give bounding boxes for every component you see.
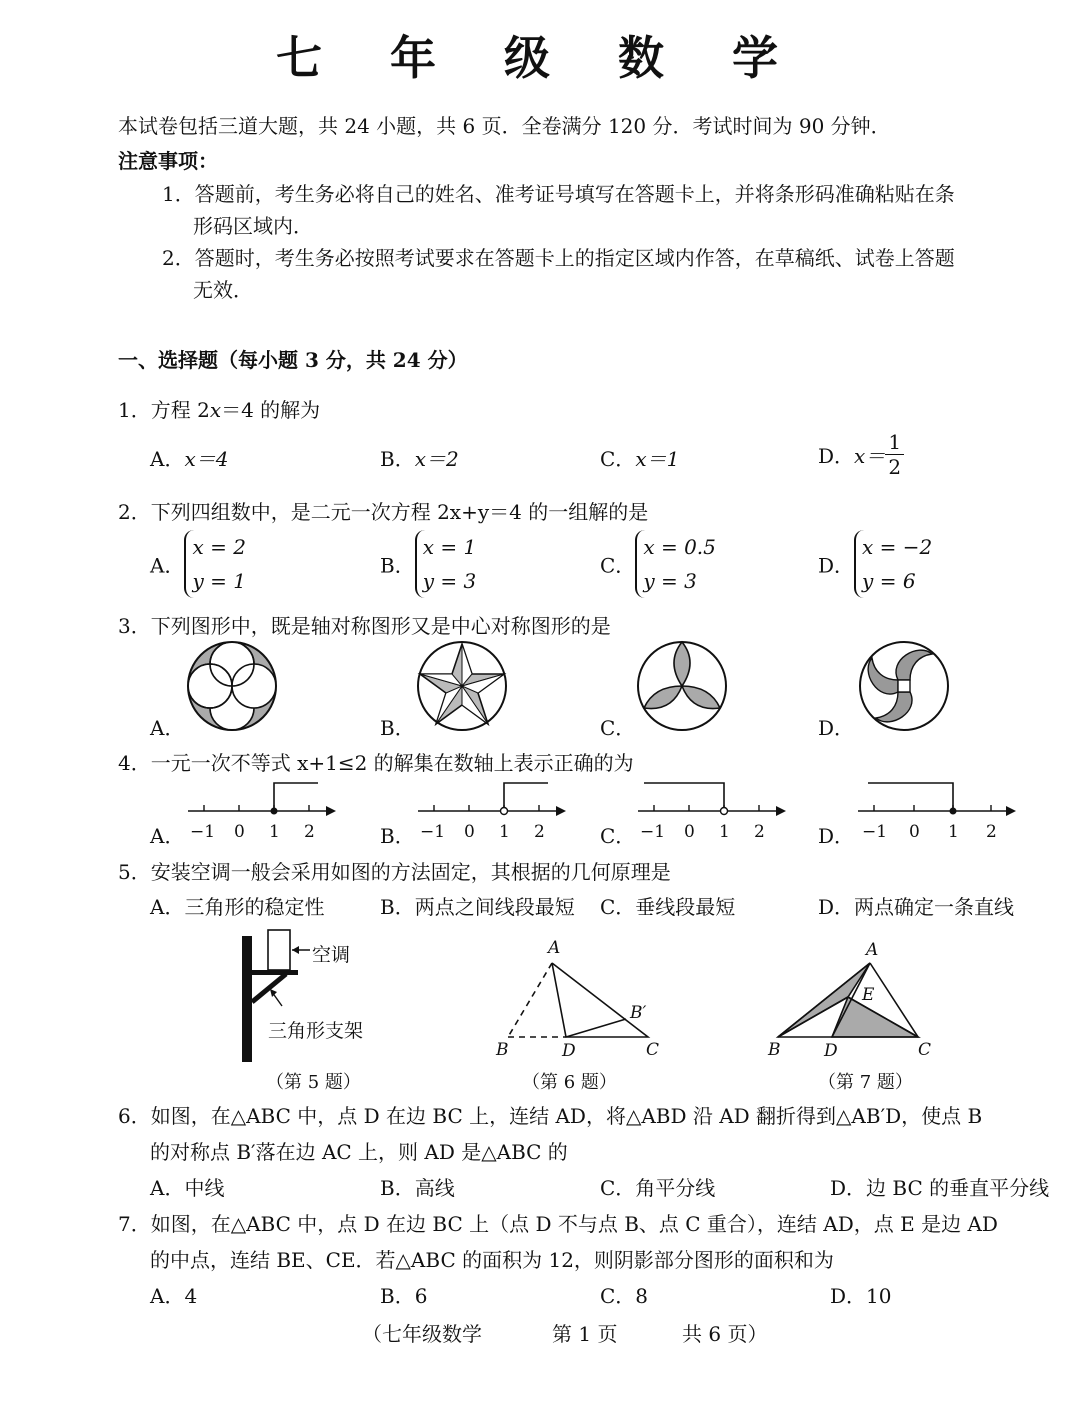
triangle-shaded-figure-7 xyxy=(770,955,930,1045)
figure-7-caption: （第 7 题） xyxy=(818,1072,913,1093)
notice-item-1-cont: 形码区域内． xyxy=(193,214,313,238)
q4-label-d: D． xyxy=(818,824,855,848)
q6-option-c: C．角平分线 xyxy=(600,1176,716,1200)
exam-intro: 本试卷包括三道大题，共 24 小题，共 6 页．全卷满分 120 分．考试时间为 90 分钟． xyxy=(118,114,891,138)
circle-three-petals-figure xyxy=(636,640,728,732)
q2-option-c: C．x = 0.5 y = 3 xyxy=(600,530,716,598)
q5-option-c: C．垂线段最短 xyxy=(600,895,736,919)
q3-label-a: A． xyxy=(150,716,185,740)
circle-swirl-square-figure xyxy=(858,640,950,732)
q5-option-a: A．三角形的稳定性 xyxy=(150,895,325,919)
q5-option-b: B．两点之间线段最短 xyxy=(380,895,575,919)
circle-four-petals-figure xyxy=(186,640,278,732)
point-label-a: A xyxy=(548,938,561,958)
equation-system: x = 0.5 y = 3 xyxy=(635,530,716,598)
q4-stem: 4．一元一次不等式 x+1≤2 的解集在数轴上表示正确的为 xyxy=(118,751,634,775)
q3-label-d: D． xyxy=(818,716,855,740)
q4-label-a: A． xyxy=(150,824,185,848)
point-label-b: B xyxy=(496,1040,509,1060)
circle-star-figure xyxy=(416,640,508,732)
q4-label-b: B． xyxy=(380,824,415,848)
q7-option-d: D．10 xyxy=(830,1284,892,1308)
fraction-one-half: $\frac{1}{2}$ xyxy=(885,430,904,479)
q6-stem: 6．如图，在△ABC 中，点 D 在边 BC 上，连结 AD，将△ABD 沿 AD 翻折得到△AB′D，使点 B xyxy=(118,1104,983,1128)
tick-label: 1 xyxy=(269,822,280,842)
tick-label: 2 xyxy=(304,822,315,842)
tick-label: −1 xyxy=(640,822,666,842)
q4-label-c: C． xyxy=(600,824,636,848)
q1-option-c: C．x＝1 xyxy=(600,447,680,471)
point-label-b-prime: B′ xyxy=(630,1003,647,1023)
q1-option-a: A．x＝4 xyxy=(150,447,229,471)
tick-label: 0 xyxy=(464,822,475,842)
footer-page-number: 第 1 页 xyxy=(552,1322,618,1346)
tick-label: 0 xyxy=(684,822,695,842)
tick-label: 2 xyxy=(754,822,765,842)
equation-system: x = 2 y = 1 xyxy=(184,530,246,598)
q7-option-a: A．4 xyxy=(150,1284,198,1308)
q2-option-a: A．x = 2 y = 1 xyxy=(150,530,246,598)
q3-label-b: B． xyxy=(380,716,415,740)
q6-option-b: B．高线 xyxy=(380,1176,455,1200)
triangle-fold-figure-6 xyxy=(500,955,660,1045)
q7-option-c: C．8 xyxy=(600,1284,649,1308)
point-label-d: D xyxy=(562,1041,576,1061)
q2-stem: 2．下列四组数中，是二元一次方程 2x+y＝4 的一组解的是 xyxy=(118,500,649,524)
notice-heading: 注意事项： xyxy=(118,149,218,173)
notice-item-1: 1．答题前，考生务必将自己的姓名、准考证号填写在答题卡上，并将条形码准确粘贴在条 xyxy=(162,182,955,206)
tick-label: −1 xyxy=(420,822,446,842)
q3-stem: 3．下列图形中，既是轴对称图形又是中心对称图形的是 xyxy=(118,614,611,638)
section-heading: 一、选择题（每小题 3 分，共 24 分） xyxy=(118,348,468,372)
q7-stem-cont: 的中点，连结 BE、CE．若△ABC 的面积为 12，则阴影部分图形的面积和为 xyxy=(150,1248,834,1272)
q1-option-d: D．x＝ $\frac{1}{2}$ xyxy=(818,430,904,479)
tick-label: 2 xyxy=(986,822,997,842)
point-label-d: D xyxy=(824,1041,838,1061)
figure-5-caption: （第 5 题） xyxy=(266,1072,361,1093)
tick-label: 0 xyxy=(234,822,245,842)
notice-item-2-cont: 无效． xyxy=(193,278,253,302)
tick-label: 2 xyxy=(534,822,545,842)
point-label-a: A xyxy=(866,940,879,960)
point-label-c: C xyxy=(918,1040,932,1060)
q2-option-d: D．x = −2 y = 6 xyxy=(818,530,932,598)
air-conditioner-label: 空调 xyxy=(312,944,351,966)
tick-label: −1 xyxy=(862,822,888,842)
q5-option-d: D．两点确定一条直线 xyxy=(818,895,1015,919)
notice-item-2: 2．答题时，考生务必按照考试要求在答题卡上的指定区域内作答，在草稿纸、试卷上答题 xyxy=(162,246,955,270)
footer-subject: （七年级数学 xyxy=(362,1322,482,1346)
figure-6-caption: （第 6 题） xyxy=(522,1072,617,1093)
tick-label: −1 xyxy=(190,822,216,842)
q2-option-b: B．x = 1 y = 3 xyxy=(380,530,476,598)
q1-stem: 1．方程 2x＝4 的解为 xyxy=(118,398,321,422)
q6-option-a: A．中线 xyxy=(150,1176,225,1200)
air-conditioner-bracket-figure xyxy=(236,930,376,1066)
page-title: 七 年 级 数 学 xyxy=(275,31,805,85)
tick-label: 1 xyxy=(948,822,959,842)
tick-label: 0 xyxy=(909,822,920,842)
q3-label-c: C． xyxy=(600,716,636,740)
point-label-b: B xyxy=(768,1040,781,1060)
q7-stem: 7．如图，在△ABC 中，点 D 在边 BC 上（点 D 不与点 B、点 C 重合），连结 AD，点 E 是边 AD xyxy=(118,1212,998,1236)
tick-label: 1 xyxy=(719,822,730,842)
q6-stem-cont: 的对称点 B′落在边 AC 上，则 AD 是△ABC 的 xyxy=(150,1140,568,1164)
q7-option-b: B．6 xyxy=(380,1284,428,1308)
q5-stem: 5．安装空调一般会采用如图的方法固定，其根据的几何原理是 xyxy=(118,860,671,884)
tick-label: 1 xyxy=(499,822,510,842)
point-label-c: C xyxy=(646,1040,660,1060)
bracket-label: 三角形支架 xyxy=(268,1020,364,1042)
equation-system: x = −2 y = 6 xyxy=(854,530,932,598)
footer-total-pages: 共 6 页） xyxy=(682,1322,768,1346)
q6-option-d: D．边 BC 的垂直平分线 xyxy=(830,1176,1050,1200)
equation-system: x = 1 y = 3 xyxy=(415,530,477,598)
point-label-e: E xyxy=(862,985,875,1005)
q1-option-b: B．x＝2 xyxy=(380,447,459,471)
